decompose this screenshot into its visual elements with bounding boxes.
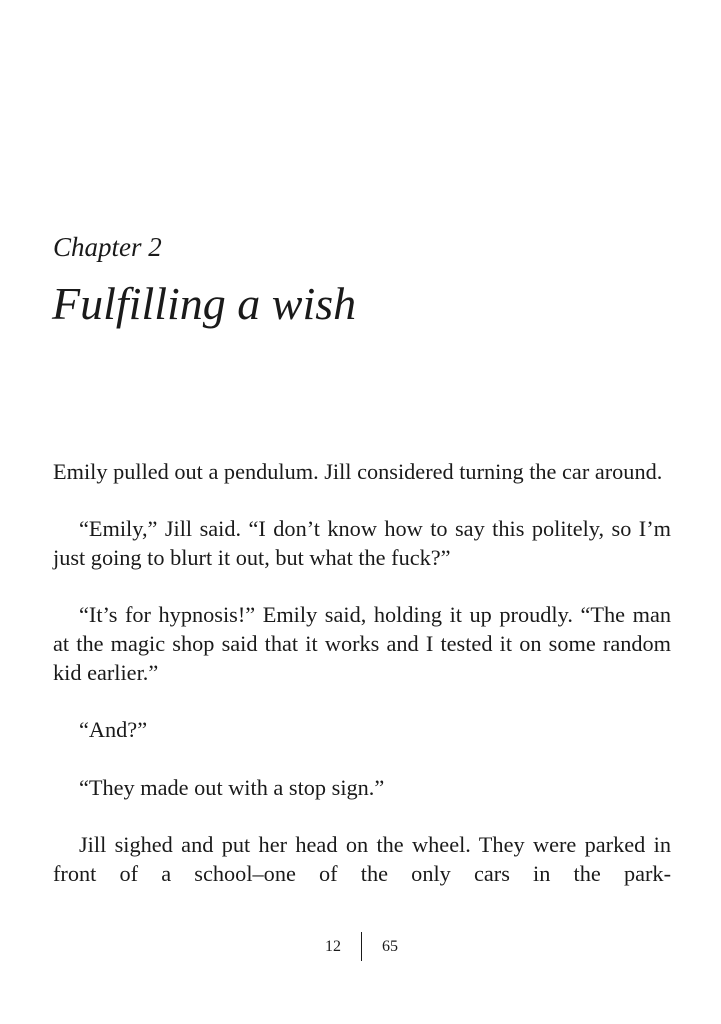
paragraph: “It’s for hypnosis!” Emily said, holding it up proudly. “The man at the magic shop said that it works and I tested it on some random kid earlier.” [53, 602, 671, 685]
page-number-divider [361, 932, 362, 961]
total-pages-number: 65 [382, 938, 398, 955]
body-text [53, 458, 671, 917]
page-footer [0, 932, 721, 962]
paragraph: “They made out with a stop sign.” [79, 774, 385, 800]
paragraph: “And?” [79, 717, 148, 743]
paragraph: Emily pulled out a pendulum. Jill considered turning the car around. [53, 459, 663, 484]
paragraph: Jill sighed and put her head on the wheel. They were parked in front of a school–one of the only cars in the park- [53, 832, 671, 886]
chapter-title: Fulfilling a wish [52, 278, 357, 329]
current-page-number: 12 [325, 938, 341, 955]
chapter-label: Chapter 2 [53, 232, 162, 262]
paragraph: “Emily,” Jill said. “I don’t know how to say this politely, so I’m just going to blurt it out, but what the fuck?” [53, 516, 671, 571]
